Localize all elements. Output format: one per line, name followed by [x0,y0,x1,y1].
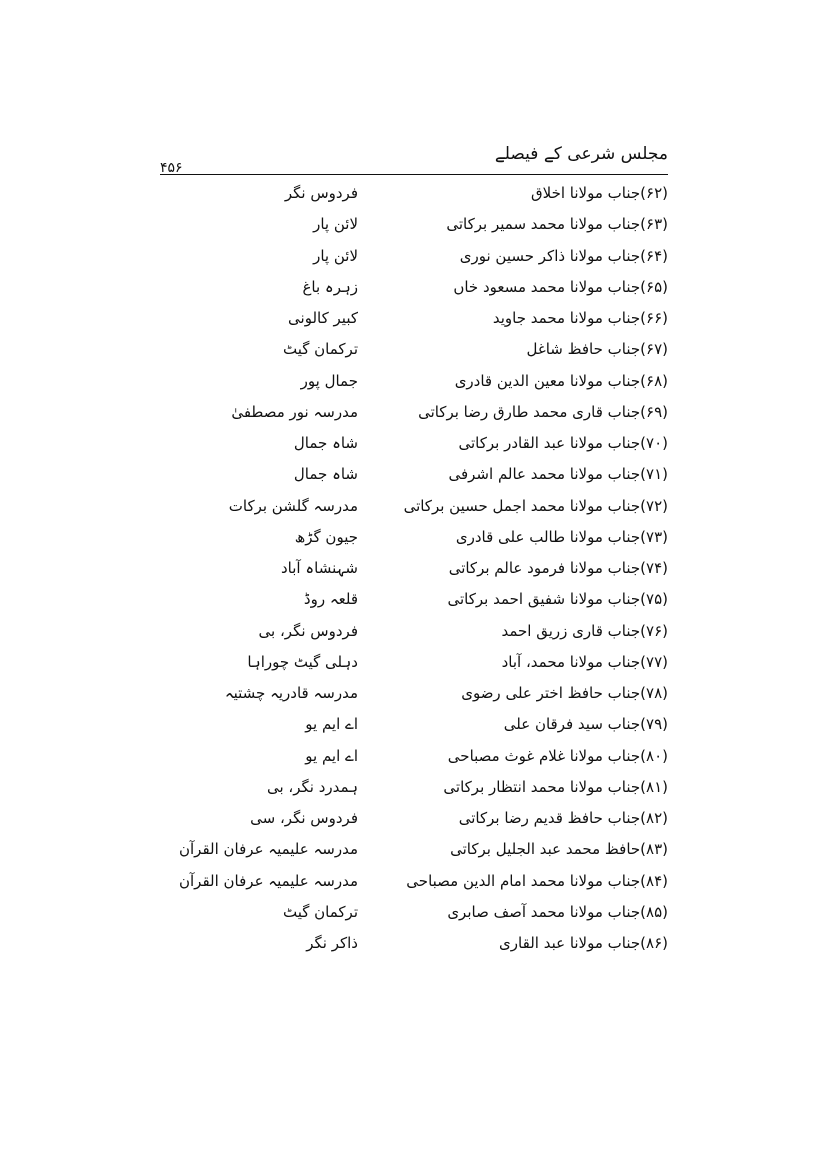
entry-name: (۷۹)جناب سید فرقان علی [503,715,668,734]
entry-place: ذاکر نگر [306,934,358,952]
entry-name: (۸۴)جناب مولانا محمد امام الدین مصباحی [406,871,668,890]
entry-place: فردوس نگر، سی [250,809,358,827]
list-item [0,834,826,865]
entry-place: کبیر کالونی [288,309,358,327]
list-item [0,584,826,615]
entry-name: (۷۰)جناب مولانا عبد القادر برکاتی [458,434,668,452]
entry-place: شہنشاہ آباد [281,559,358,577]
entry-place: مدرسہ علیمیہ عرفان القرآن [178,871,358,890]
list-item [0,272,826,303]
entry-name: (۶۶)جناب مولانا محمد جاوید [492,309,668,327]
header-rule [160,174,668,175]
list-item [0,866,826,897]
list-item [0,772,826,803]
entry-name: (۸۵)جناب مولانا محمد آصف صابری [447,902,668,921]
list-item [0,928,826,959]
entry-place: ترکمان گیٹ [282,902,358,921]
entry-place: شاہ جمال [293,465,358,484]
list-item [0,741,826,772]
list-item [0,397,826,428]
entry-place: مدرسہ نور مصطفیٰ [231,402,358,421]
list-item [0,709,826,740]
entry-name: (۷۵)جناب مولانا شفیق احمد برکاتی [447,590,668,609]
list-item [0,647,826,678]
entry-place: اے ایم یو [305,746,358,765]
entry-place: لائن پار [313,215,358,234]
list-item [0,553,826,584]
entry-place: شاہ جمال [293,434,358,452]
list-item [0,803,826,834]
entry-name: (۸۲)جناب حافظ قدیم رضا برکاتی [458,809,668,827]
entry-place: اے ایم یو [305,715,358,734]
list-item [0,334,826,365]
running-title: مجلس شرعی کے فیصلے [494,144,668,164]
list-item [0,428,826,459]
list-item [0,303,826,334]
page-number: ۴۵۶ [160,160,183,176]
entry-name: (۷۸)جناب حافظ اختر علی رضوی [461,684,668,702]
list-item [0,616,826,647]
entry-name: (۸۰)جناب مولانا غلام غوث مصباحی [447,746,668,765]
entry-name: (۷۲)جناب مولانا محمد اجمل حسین برکاتی [403,496,668,515]
entry-name: (۶۳)جناب مولانا محمد سمیر برکاتی [446,215,668,234]
list-item [0,366,826,397]
entry-place: جمال پور [300,371,358,390]
list-item [0,241,826,272]
entry-name: (۶۲)جناب مولانا اخلاق [531,184,668,202]
entries-list [0,178,826,959]
entry-name: (۶۷)جناب حافظ شاغل [526,340,668,359]
entry-place: دہلی گیٹ چوراہا [247,652,358,671]
entry-name: (۸۱)جناب مولانا محمد انتظار برکاتی [443,777,668,796]
entry-name: (۷۶)جناب قاری زریق احمد [501,621,668,640]
entry-place: فردوس نگر [284,184,358,202]
entry-place: مدرسہ علیمیہ عرفان القرآن [178,840,358,859]
entry-name: (۷۴)جناب مولانا فرمود عالم برکاتی [448,559,668,577]
entry-name: (۷۷)جناب مولانا محمد، آباد [501,652,668,671]
entry-place: ہمدرد نگر، بی [266,777,358,796]
list-item [0,209,826,240]
entry-place: لائن پار [313,246,358,265]
entry-place: فردوس نگر، بی [258,621,358,640]
entry-name: (۶۸)جناب مولانا معین الدین قادری [454,371,668,390]
entry-name: (۸۶)جناب مولانا عبد القاری [499,934,668,952]
entry-place: زہرہ باغ [302,277,358,296]
entry-name: (۸۳)حافظ محمد عبد الجلیل برکاتی [450,840,668,859]
list-item [0,491,826,522]
list-item [0,678,826,709]
list-item [0,897,826,928]
list-item [0,178,826,209]
entry-name: (۶۹)جناب قاری محمد طارق رضا برکاتی [418,402,668,421]
entry-name: (۷۱)جناب مولانا محمد عالم اشرفی [448,465,668,484]
entry-name: (۶۴)جناب مولانا ذاکر حسین نوری [459,246,668,265]
entry-name: (۶۵)جناب مولانا محمد مسعود خاں [453,277,668,296]
entry-place: جیون گڑھ [294,527,358,546]
entry-name: (۷۳)جناب مولانا طالب علی قادری [455,527,668,546]
list-item [0,522,826,553]
entry-place: قلعہ روڈ [303,590,358,609]
entry-place: مدرسہ قادریہ چشتیہ [224,684,358,702]
entry-place: مدرسہ گلشن برکات [228,496,358,515]
entry-place: ترکمان گیٹ [282,340,358,359]
list-item [0,459,826,490]
